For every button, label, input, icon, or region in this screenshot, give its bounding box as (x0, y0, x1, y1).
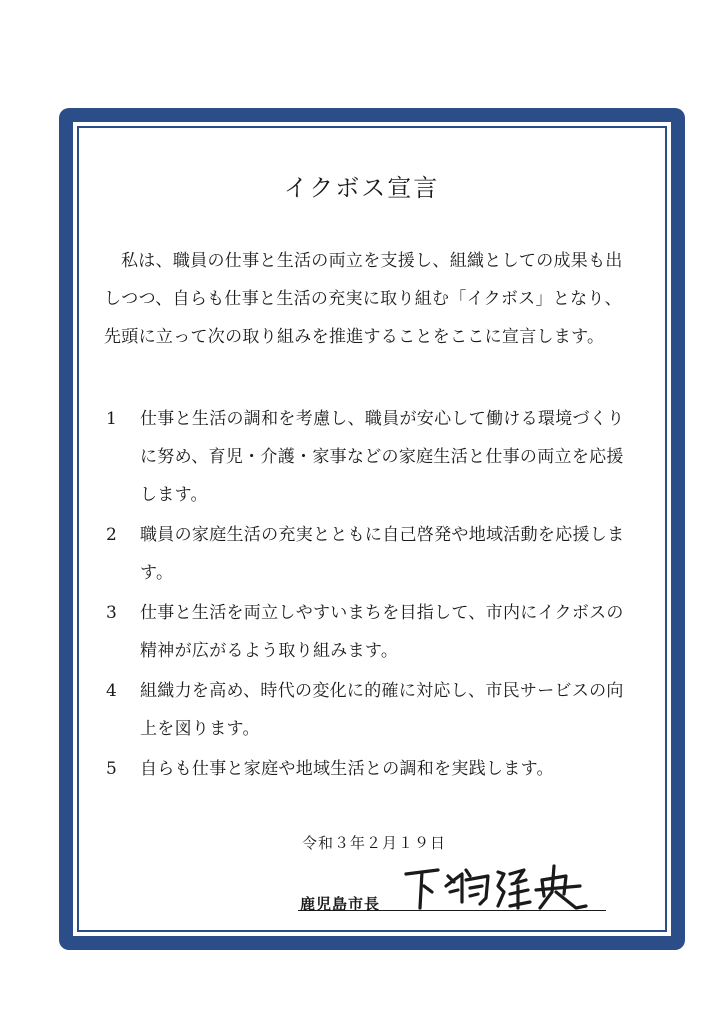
handwritten-signature (400, 862, 590, 912)
item-number: 3 (106, 603, 118, 623)
item-number: 5 (106, 759, 118, 779)
declaration-items-list (104, 400, 634, 790)
list-item (104, 594, 634, 670)
list-item (104, 672, 634, 748)
item-number: 1 (106, 409, 118, 429)
document-title: イクボス宣言 (283, 174, 440, 202)
item-line: 仕事と生活の調和を考慮し、職員が安心して働ける環境づくり (140, 409, 625, 429)
intro-paragraph (104, 242, 634, 356)
item-line: 組織力を高め、時代の変化に的確に対応し、市民サービスの向 (140, 681, 624, 701)
intro-line: 私は、職員の仕事と生活の両立を支援し、組織としての成果も出 (121, 251, 623, 271)
item-line: します。 (140, 485, 208, 505)
list-item (104, 750, 634, 788)
item-number: 4 (106, 681, 118, 701)
item-line: に努め、育児・介護・家事などの家庭生活と仕事の両立を応援 (140, 447, 624, 467)
list-item (104, 516, 634, 592)
declaration-date: 令和３年２月１９日 (302, 834, 447, 852)
signer-title: 鹿児島市長 (300, 895, 381, 913)
item-line: 職員の家庭生活の充実とともに自己啓発や地域活動を応援しま (140, 525, 625, 545)
item-line: 自らも仕事と家庭や地域生活との調和を実践します。 (140, 759, 554, 779)
item-number: 2 (106, 525, 118, 545)
intro-line: しつつ、自らも仕事と生活の充実に取り組む「イクボス」となり、 (104, 289, 622, 309)
item-line: 仕事と生活を両立しやすいまちを目指して、市内にイクボスの (140, 603, 624, 623)
signature-underline (298, 910, 606, 911)
item-line: 上を図ります。 (140, 719, 260, 739)
item-line: す。 (140, 563, 174, 583)
list-item (104, 400, 634, 514)
item-line: 精神が広がるよう取り組みます。 (140, 641, 399, 661)
intro-line: 先頭に立って次の取り組みを推進することをここに宣言します。 (104, 327, 605, 347)
